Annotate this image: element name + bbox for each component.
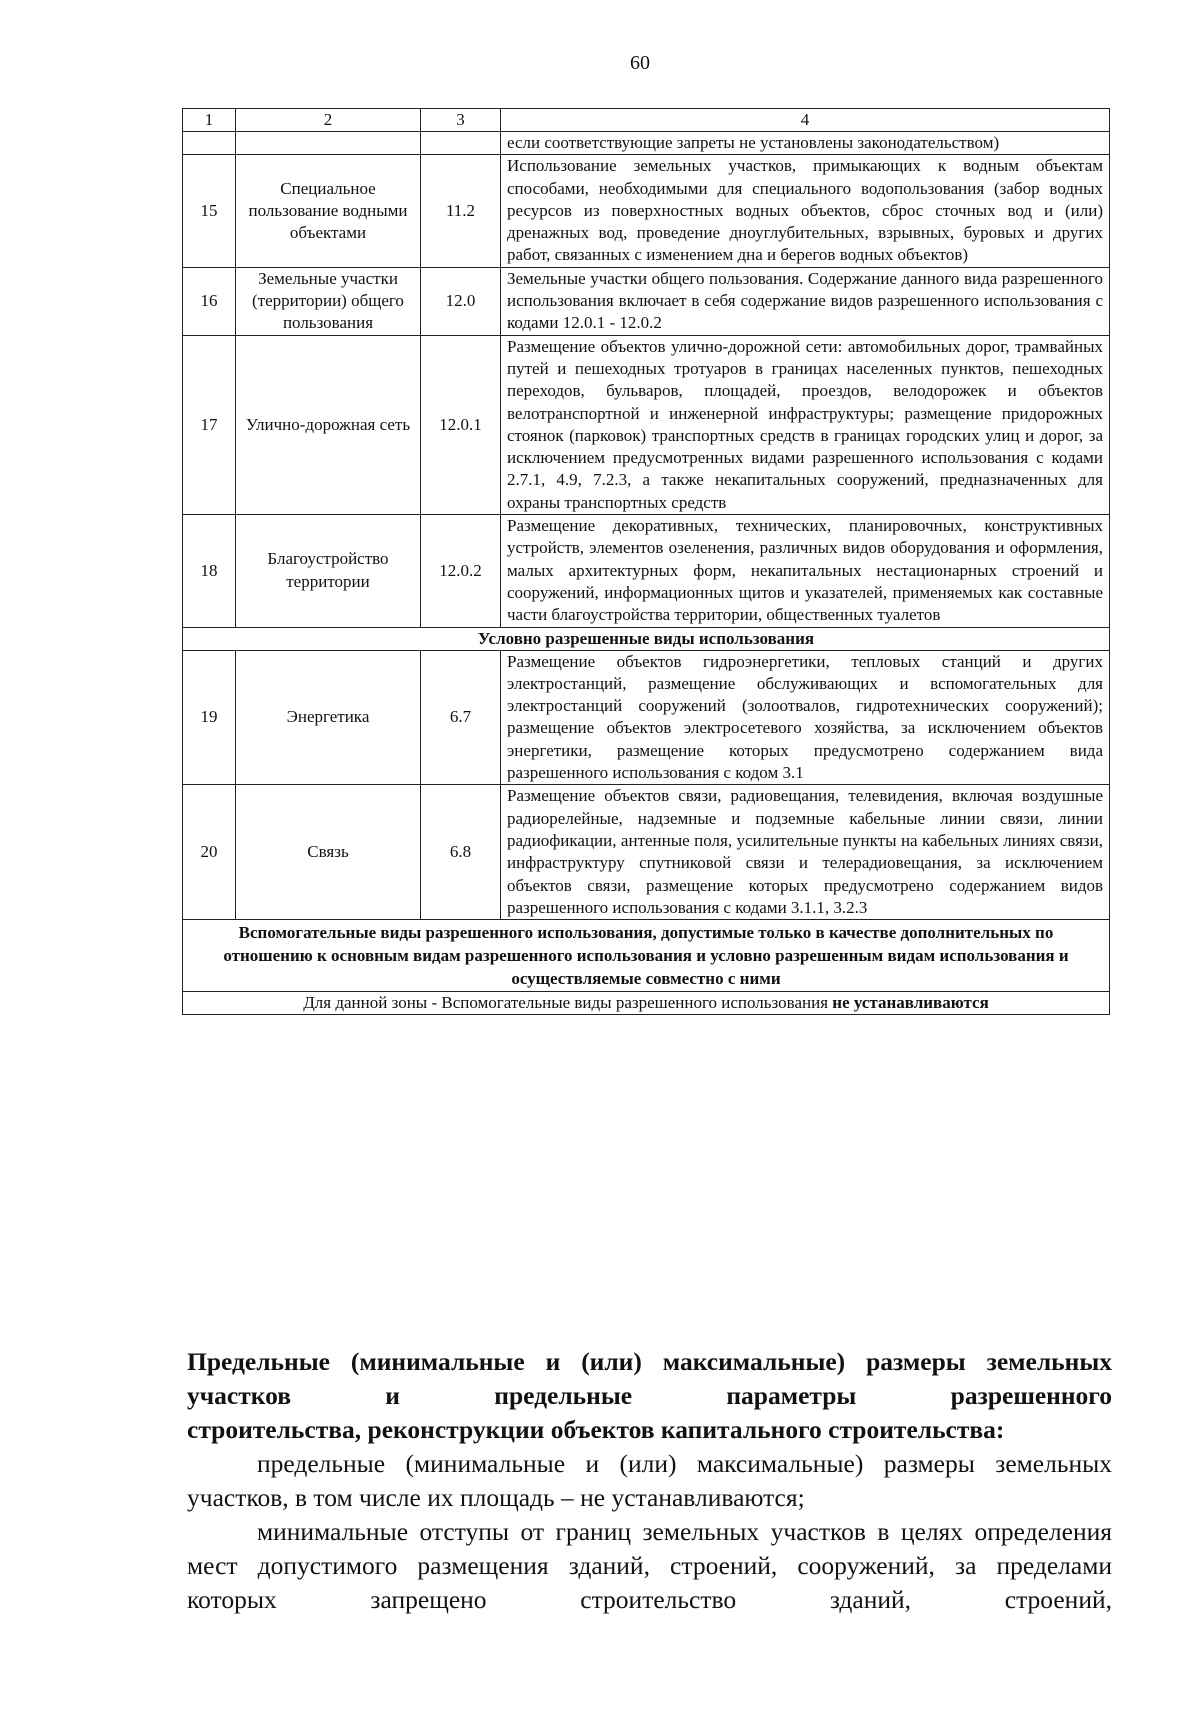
row-number: 15 (183, 155, 236, 267)
row-number: 20 (183, 785, 236, 920)
row-use-name: Специальное пользование водными объектами (236, 155, 421, 267)
auxiliary-note (183, 992, 1110, 1015)
table-row (183, 155, 1110, 267)
row-code: 11.2 (421, 155, 501, 267)
row-number: 17 (183, 335, 236, 514)
row-number: 18 (183, 515, 236, 627)
row-code: 12.0 (421, 267, 501, 335)
row-use-name: Энергетика (236, 650, 421, 785)
conditional-section-title: Условно разрешенные виды использования (183, 627, 1110, 650)
paragraph-minimum-setbacks: минимальные отступы от границ земельных участков в целях определения мест допустимого размещения зданий, строений, сооружений, за пределами которых запрещено строительство зданий, строений, (187, 1517, 1112, 1614)
auxiliary-note-row (183, 992, 1110, 1015)
parameters-section (187, 1345, 1112, 1617)
row-code: 12.0.2 (421, 515, 501, 627)
auxiliary-section-row (183, 920, 1110, 992)
row-description: Размещение объектов гидроэнергетики, тепловых станций и других электростанций, размещение обслуживающих и вспомогательных для электростанций сооружений (золоотвалов, гидротехнических сооружений); размещение объектов электросетевого хозяйства, за исключением объектов энергетики, размещение которых предусмотрено содержанием вида разрешенного использования с кодом 3.1 (501, 650, 1110, 785)
parameters-heading-line: строительства, реконструкции объектов капитального строительства: (187, 1415, 1005, 1444)
land-use-table (182, 108, 1110, 1015)
auxiliary-note-text: Для данной зоны - Вспомогательные виды разрешенного использования (303, 993, 833, 1013)
empty-cell (183, 132, 236, 155)
paragraph-plot-sizes: предельные (минимальные и (или) максимальные) размеры земельных участков, в том числе их площадь – не устанавливаются; (187, 1449, 1112, 1512)
column-header-1: 1 (183, 109, 236, 132)
table-row (183, 267, 1110, 335)
table-row (183, 785, 1110, 920)
row-code: 6.7 (421, 650, 501, 785)
table-row (183, 515, 1110, 627)
table-row-continuation (183, 132, 1110, 155)
row-description: Использование земельных участков, примыкающих к водным объектам способами, необходимыми для специального водопользования (забор водных ресурсов из поверхностных водных объектов, сброс сточных вод и (или) дренажных вод, проведение дноуглубительных, взрывных, буровых и других работ, связанных с изменением дна и берегов водных объектов) (501, 155, 1110, 267)
row-use-name: Связь (236, 785, 421, 920)
column-header-3: 3 (421, 109, 501, 132)
row-code: 12.0.1 (421, 335, 501, 514)
row-number: 19 (183, 650, 236, 785)
auxiliary-section-title: Вспомогательные виды разрешенного использования, допустимые только в качестве дополнительных по отношению к основным видам разрешенного использования и условно разрешенным видам использования и осуществляемые совместно с ними (183, 920, 1110, 992)
row-use-name: Земельные участки (территории) общего пользования (236, 267, 421, 335)
row-description: Размещение объектов связи, радиовещания, телевидения, включая воздушные радиорелейные, надземные и подземные кабельные линии связи, линии радиофикации, антенные поля, усилительные пункты на кабельных линиях связи, инфраструктуру спутниковой связи и телерадиовещания, за исключением объектов связи, размещение которых предусмотрено содержанием видов разрешенного использования с кодами 3.1.1, 3.2.3 (501, 785, 1110, 920)
row-description: Земельные участки общего пользования. Содержание данного вида разрешенного использования включает в себя содержание видов разрешенного использования с кодами 12.0.1 - 12.0.2 (501, 267, 1110, 335)
conditional-section-row (183, 627, 1110, 650)
column-header-4: 4 (501, 109, 1110, 132)
empty-cell (421, 132, 501, 155)
row-description: Размещение объектов улично-дорожной сети: автомобильных дорог, трамвайных путей и пешеходных тротуаров в границах населенных пунктов, пешеходных переходов, бульваров, площадей, проездов, велодорожек и объектов велотранспортной и инженерной инфраструктуры; размещение придорожных стоянок (парковок) транспортных средств в границах городских улиц и дорог, за исключением предусмотренных видами разрешенного использования с кодами 2.7.1, 4.9, 7.2.3, а также некапитальных сооружений, предназначенных для охраны транспортных средств (501, 335, 1110, 514)
row-code: 6.8 (421, 785, 501, 920)
parameters-heading-line: Предельные (минимальные и (или) максимальные) размеры земельных участков и предельные параметры разрешенного (187, 1347, 1112, 1410)
empty-cell (236, 132, 421, 155)
row-use-name: Улично-дорожная сеть (236, 335, 421, 514)
table-row (183, 650, 1110, 785)
row-use-name: Благоустройство территории (236, 515, 421, 627)
auxiliary-note-emphasis: не устанавливаются (832, 993, 989, 1013)
page-number: 60 (630, 52, 650, 74)
row-description: Размещение декоративных, технических, планировочных, конструктивных устройств, элементов озеленения, различных видов оборудования и оформления, малых архитектурных форм, некапитальных нестационарных строений и сооружений, информационных щитов и указателей, применяемых как составные части благоустройства территории, общественных туалетов (501, 515, 1110, 627)
row-number: 16 (183, 267, 236, 335)
table-header-row (183, 109, 1110, 132)
table-row (183, 335, 1110, 514)
column-header-2: 2 (236, 109, 421, 132)
row-description: если соответствующие запреты не установлены законодательством) (501, 132, 1110, 155)
parameters-heading (187, 1345, 1112, 1447)
